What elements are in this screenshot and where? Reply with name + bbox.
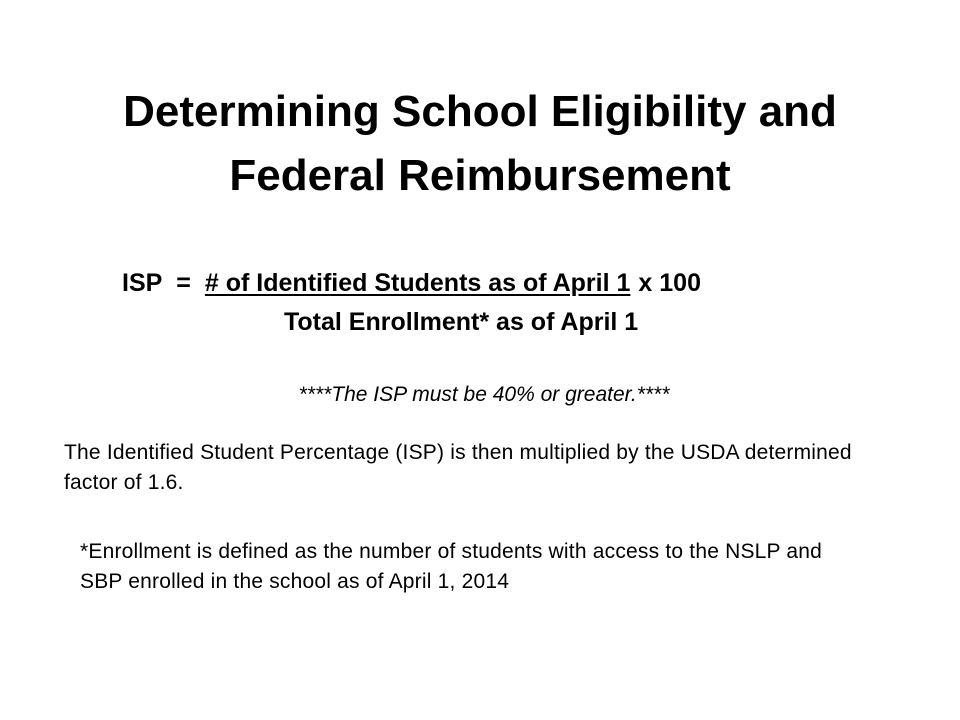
- title-line-2: Federal Reimbursement: [229, 151, 731, 200]
- formula-denominator: Total Enrollment* as of April 1: [284, 308, 639, 336]
- threshold-note: ****The ISP must be 40% or greater.****: [298, 383, 670, 406]
- formula-numerator: # of Identified Students as of April 1: [204, 269, 631, 297]
- enrollment-definition-paragraph: *Enrollment is defined as the number of students with access to the NSLP and SBP enrolled in the school as of April 1, 2014: [80, 540, 823, 593]
- formula-lhs: ISP: [122, 269, 163, 297]
- formula-multiplier: x 100: [638, 269, 701, 297]
- formula-equals: =: [176, 269, 191, 297]
- formula-numerator-line: [122, 266, 701, 300]
- slide-title: [0, 80, 960, 208]
- isp-multiplier-paragraph: The Identified Student Percentage (ISP) is then multiplied by the USDA determined factor of 1.6.: [64, 441, 852, 494]
- title-line-1: Determining School Eligibility and: [123, 87, 837, 136]
